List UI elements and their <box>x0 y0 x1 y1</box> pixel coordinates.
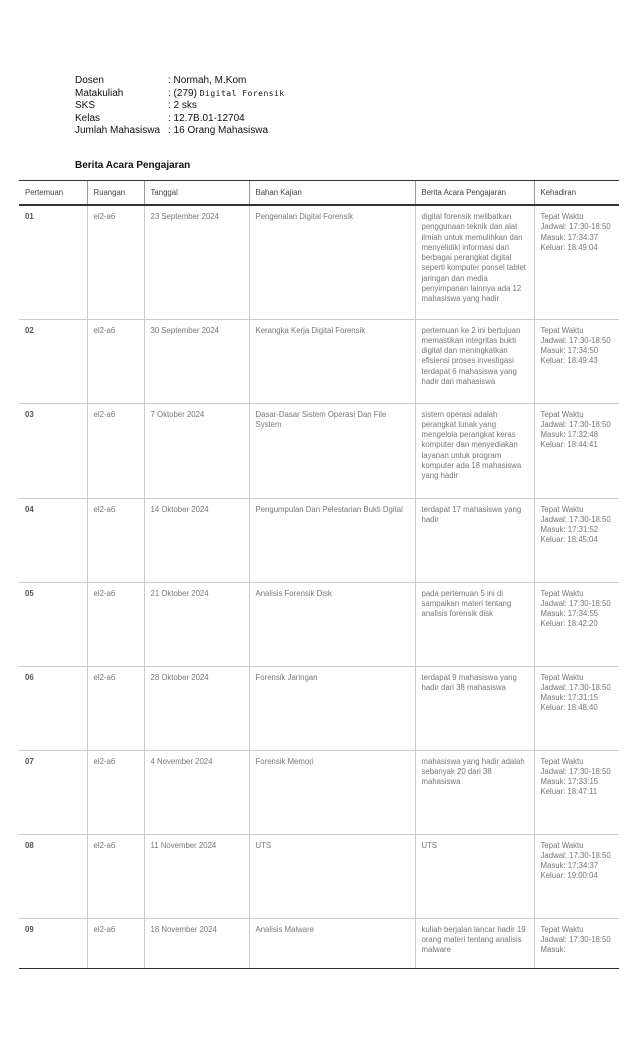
cell-berita: terdapat 17 mahasiswa yang hadir <box>415 498 534 582</box>
header-pertemuan: Pertemuan <box>19 181 87 206</box>
cell-pertemuan: 01 <box>19 205 87 319</box>
kehadiran-keluar: Keluar: 18:47:11 <box>540 787 598 797</box>
section-title: Berita Acara Pengajaran <box>75 160 191 171</box>
cell-bahan: UTS <box>249 834 415 918</box>
kehadiran-jadwal: Jadwal: 17:30-18:50 <box>540 934 611 944</box>
cell-tanggal: 7 Oktober 2024 <box>144 403 249 498</box>
cell-berita: UTS <box>415 834 534 918</box>
kehadiran-masuk: Masuk: 17:34:50 <box>540 346 599 356</box>
kehadiran-status: Tepat Waktu <box>540 924 584 934</box>
info-kelas <box>75 113 285 126</box>
cell-pertemuan: 05 <box>19 582 87 666</box>
header-tanggal: Tanggal <box>144 181 249 206</box>
cell-tanggal: 28 Oktober 2024 <box>144 666 249 750</box>
matkul-value <box>168 88 285 101</box>
cell-berita: digital forensik melibatkan penggunaan teknik dan alat ilmiah untuk memulihkan dan menyelidiki informasi dari berbagai perangkat digital seperti komputer ponsel tablet jaringan dan media penyimpanan lainnya ada 12 mahasiswa yang hadir <box>415 205 534 319</box>
kehadiran-keluar: Keluar: 18:42:20 <box>540 619 598 629</box>
cell-pertemuan: 04 <box>19 498 87 582</box>
info-matakuliah <box>75 88 285 101</box>
kehadiran-jadwal: Jadwal: 17:30-18:50 <box>540 850 611 860</box>
kehadiran-jadwal: Jadwal: 17:30-18:50 <box>540 222 611 232</box>
cell-ruangan: el2-a6 <box>87 403 144 498</box>
cell-kehadiran <box>534 319 619 403</box>
table-row <box>19 918 619 968</box>
kehadiran-status: Tepat Waktu <box>540 504 584 514</box>
cell-pertemuan: 07 <box>19 750 87 834</box>
cell-tanggal: 23 September 2024 <box>144 205 249 319</box>
cell-ruangan: el2-a6 <box>87 319 144 403</box>
kehadiran-status: Tepat Waktu <box>540 588 584 598</box>
cell-ruangan: el2-a6 <box>87 834 144 918</box>
cell-berita: pertemuan ke 2 ini bertujuan memastikan integritas bukti digital dan meningkatkan efisiensi proses investigasi terdapat 6 mahasiswa yang hadir dari mahasiswa <box>415 319 534 403</box>
kelas-value: : 12.7B.01-12704 <box>168 112 245 124</box>
cell-kehadiran <box>534 205 619 319</box>
info-jumlah <box>75 125 285 138</box>
kehadiran-status: Tepat Waktu <box>540 409 584 419</box>
table-row <box>19 750 619 834</box>
kehadiran-keluar: Keluar: 18:45:04 <box>540 535 598 545</box>
cell-bahan: Analisis Malware <box>249 918 415 968</box>
cell-pertemuan: 06 <box>19 666 87 750</box>
kehadiran-keluar: Keluar: 18:49:04 <box>540 242 598 252</box>
cell-berita: pada pertemuan 5 ini di sampaikan materi tentang analisis forensik disk <box>415 582 534 666</box>
cell-tanggal: 4 November 2024 <box>144 750 249 834</box>
kehadiran-masuk: Masuk: 17:32:48 <box>540 430 599 440</box>
kehadiran-masuk: Masuk: 17:34:37 <box>540 232 599 242</box>
cell-ruangan: el2-a6 <box>87 205 144 319</box>
header-kehadiran: Kehadiran <box>534 181 619 206</box>
cell-bahan: Analisis Forensik Disk <box>249 582 415 666</box>
cell-berita: terdapat 9 mahasiswa yang hadir dari 38 mahasiswa <box>415 666 534 750</box>
kehadiran-masuk: Masuk: <box>540 945 566 955</box>
cell-kehadiran <box>534 666 619 750</box>
cell-kehadiran <box>534 403 619 498</box>
kehadiran-status: Tepat Waktu <box>540 840 584 850</box>
cell-ruangan: el2-a6 <box>87 498 144 582</box>
table-row <box>19 666 619 750</box>
kehadiran-keluar: Keluar: 19:00:04 <box>540 871 598 881</box>
kehadiran-masuk: Masuk: 17:31:15 <box>540 693 599 703</box>
kehadiran-jadwal: Jadwal: 17:30-18:50 <box>540 335 611 345</box>
cell-bahan: Dasar-Dasar Sistem Operasi Dan File System <box>249 403 415 498</box>
sks-label: SKS <box>75 100 96 112</box>
table-row <box>19 582 619 666</box>
table-row <box>19 319 619 403</box>
table-row <box>19 834 619 918</box>
info-dosen <box>75 75 285 88</box>
cell-tanggal: 30 September 2024 <box>144 319 249 403</box>
kehadiran-masuk: Masuk: 17:31:52 <box>540 525 599 535</box>
kehadiran-jadwal: Jadwal: 17:30-18:50 <box>540 766 611 776</box>
jumlah-label: Jumlah Mahasiswa <box>75 125 161 137</box>
cell-pertemuan: 03 <box>19 403 87 498</box>
kehadiran-status: Tepat Waktu <box>540 325 584 335</box>
cell-bahan: Pengenalan Digital Forensik <box>249 205 415 319</box>
table-row <box>19 498 619 582</box>
cell-tanggal: 11 November 2024 <box>144 834 249 918</box>
cell-bahan: Forensik Jaringan <box>249 666 415 750</box>
cell-kehadiran <box>534 750 619 834</box>
cell-tanggal: 18 November 2024 <box>144 918 249 968</box>
cell-berita: kuliah berjalan lancar hadir 19 orang materi tentang analisis malware <box>415 918 534 968</box>
cell-kehadiran <box>534 834 619 918</box>
kehadiran-keluar: Keluar: 18:49:43 <box>540 356 598 366</box>
cell-kehadiran <box>534 918 619 968</box>
cell-bahan: Pengumpulan Dan Pelestarian Bukti Dgital <box>249 498 415 582</box>
table-header-row <box>19 181 619 206</box>
kehadiran-status: Tepat Waktu <box>540 212 584 221</box>
kehadiran-masuk: Masuk: 17:33:15 <box>540 777 599 787</box>
kehadiran-masuk: Masuk: 17:34:37 <box>540 861 599 871</box>
cell-ruangan: el2-a6 <box>87 918 144 968</box>
cell-kehadiran <box>534 582 619 666</box>
kehadiran-status: Tepat Waktu <box>540 672 584 682</box>
kehadiran-jadwal: Jadwal: 17:30-18:50 <box>540 598 611 608</box>
cell-bahan: Kerangka Kerja Digital Forensik <box>249 319 415 403</box>
kehadiran-jadwal: Jadwal: 17:30-18:50 <box>540 514 611 524</box>
cell-pertemuan: 09 <box>19 918 87 968</box>
kehadiran-masuk: Masuk: 17:34:55 <box>540 609 599 619</box>
header-berita-acara: Berita Acara Pengajaran <box>415 181 534 206</box>
cell-tanggal: 21 Oktober 2024 <box>144 582 249 666</box>
info-sks <box>75 100 285 113</box>
cell-kehadiran <box>534 498 619 582</box>
cell-ruangan: el2-a6 <box>87 750 144 834</box>
matkul-name: Digital Forensik <box>199 88 285 98</box>
sks-value: : 2 sks <box>168 100 197 112</box>
cell-bahan: Forensik Memori <box>249 750 415 834</box>
table-row <box>19 205 619 319</box>
cell-ruangan: el2-a6 <box>87 666 144 750</box>
cell-berita: sistem operasi adalah perangkat lunak yang mengelola perangkat keras komputer dan menyediakan layanan untuk program komputer ada 18 mahasiswa yang hadir <box>415 403 534 498</box>
cell-pertemuan: 02 <box>19 319 87 403</box>
cell-pertemuan: 08 <box>19 834 87 918</box>
kehadiran-jadwal: Jadwal: 17:30-18:50 <box>540 682 611 692</box>
kehadiran-jadwal: Jadwal: 17:30-18:50 <box>540 419 611 429</box>
kelas-label: Kelas <box>75 112 101 124</box>
header-bahan-kajian: Bahan Kajian <box>249 181 415 206</box>
course-info <box>75 75 285 138</box>
kehadiran-status: Tepat Waktu <box>540 756 584 766</box>
cell-berita: mahasiswa yang hadir adalah sebanyak 20 dari 38 mahasiswa <box>415 750 534 834</box>
header-ruangan: Ruangan <box>87 181 144 206</box>
dosen-value: : Normah, M.Kom <box>168 75 247 86</box>
jumlah-value: : 16 Orang Mahasiswa <box>168 125 269 137</box>
matkul-label: Matakuliah <box>75 87 124 99</box>
attendance-table <box>19 180 619 969</box>
dosen-label: Dosen <box>75 75 104 86</box>
matkul-code: : (279) <box>168 87 197 99</box>
cell-tanggal: 14 Oktober 2024 <box>144 498 249 582</box>
cell-ruangan: el2-a6 <box>87 582 144 666</box>
kehadiran-keluar: Keluar: 18:44:41 <box>540 440 598 450</box>
table-row <box>19 403 619 498</box>
kehadiran-keluar: Keluar: 18:48:40 <box>540 703 598 713</box>
